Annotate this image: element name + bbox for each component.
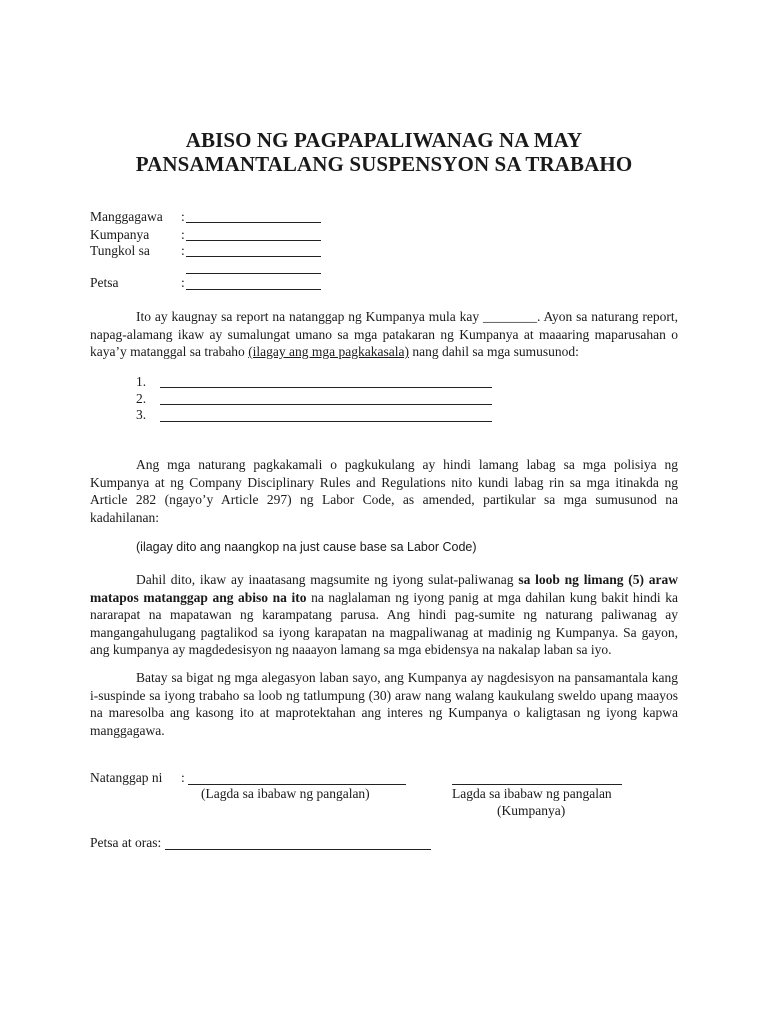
employee-signature-caption: (Lagda sa ibabaw ng pangalan)	[201, 786, 370, 801]
list-number-2: 2.	[136, 391, 147, 406]
company-signature-line[interactable]	[452, 784, 622, 785]
petsa-blank[interactable]	[186, 289, 321, 290]
manggagawa-blank[interactable]	[186, 222, 321, 223]
offense-placeholder: (ilagay ang mga pagkakasala)	[248, 344, 409, 359]
document-title-line2: PANSAMANTALANG SUSPENSYON SA TRABAHO	[135, 152, 633, 176]
tungkol-sa-blank-2[interactable]	[186, 273, 321, 274]
paragraph-report-text: Ito ay kaugnay sa report na natanggap ng Kumpanya mula kay ________. Ayon sa naturang report, napag-alamang ikaw ay sumalungat umano sa mga patakaran ng Kumpanya at maaaring maparusahan o kaya’y matanggal sa trabaho	[90, 309, 678, 359]
just-cause-note: (ilagay dito ang naangkop na just cause base sa Labor Code)	[136, 540, 477, 554]
paragraph-report-end: nang dahil sa mga sumusunod:	[409, 344, 579, 359]
field-colon: :	[181, 209, 185, 224]
offense-blank-3[interactable]	[160, 421, 492, 422]
list-number-3: 3.	[136, 407, 147, 422]
paragraph-explanation-text: Dahil dito, ikaw ay inaatasang magsumite ng iyong sulat-paliwanag	[136, 572, 519, 587]
company-label: (Kumpanya)	[497, 803, 566, 818]
received-by-colon: :	[181, 770, 185, 785]
paragraph-explanation-end: na naglalaman ng iyong panig at mga dahilan kung bakit hindi ka nararapat na mapatawan ng karampatang parusa. Ang hindi pag-sumite ng naturang paliwanag ay mangangahulugang pagtalikod sa iyong karapatan na magpaliwanag at madinig ng Kumpanya. Sa gayon, ang kumpanya ay magdedesisyon ng naaayon lamang sa mga ebidensya na nakalap laban sa iyo.	[90, 589, 678, 657]
paragraph-violations: Ang mga naturang pagkakamali o pagkukulang ay hindi lamang labag sa mga polisiya ng Kumpanya at ng Company Disciplinary Rules and Regulations nito kundi labag rin sa mga itinakda ng Article 282 (ngayo’y Article 297) ng Labor Code, as amended, partikular sa mga sumusunod na kadahilanan:	[90, 457, 678, 525]
paragraph-explanation	[90, 571, 678, 659]
document-title-line1: ABISO NG PAGPAPALIWANAG NA MAY	[185, 128, 583, 152]
company-signature-caption: Lagda sa ibabaw ng pangalan	[452, 786, 612, 801]
offense-blank-2[interactable]	[160, 404, 492, 405]
deadline-bold-text: sa loob ng limang (5) araw matapos matanggap ang abiso na ito	[90, 572, 678, 605]
field-label-petsa: Petsa	[90, 275, 119, 290]
offense-blank-1[interactable]	[160, 387, 492, 388]
field-label-tungkol-sa: Tungkol sa	[90, 243, 150, 258]
field-label-kumpanya: Kumpanya	[90, 227, 150, 242]
field-label-manggagawa: Manggagawa	[90, 209, 163, 224]
paragraph-suspension: Batay sa bigat ng mga alegasyon laban sayo, ang Kumpanya ay nagdesisyon na pansamantala kang i-suspinde sa iyong trabaho sa loob ng tatlumpung (30) araw nang walang kaukulang sweldo upang maayos na maresolba ang kasong ito at maprotektahan ang interes ng Kumpanya o kaligtasan ng iyong kapwa manggagawa.	[90, 670, 678, 738]
list-number-1: 1.	[136, 374, 147, 389]
employee-signature-line[interactable]	[188, 784, 406, 785]
paragraph-report	[90, 308, 678, 361]
received-by-label: Natanggap ni	[90, 770, 163, 785]
field-colon: :	[181, 275, 185, 290]
field-colon: :	[181, 243, 185, 258]
tungkol-sa-blank-1[interactable]	[186, 256, 321, 257]
date-time-blank[interactable]	[165, 849, 431, 850]
kumpanya-blank[interactable]	[186, 240, 321, 241]
field-colon: :	[181, 227, 185, 242]
date-time-label: Petsa at oras:	[90, 835, 162, 850]
